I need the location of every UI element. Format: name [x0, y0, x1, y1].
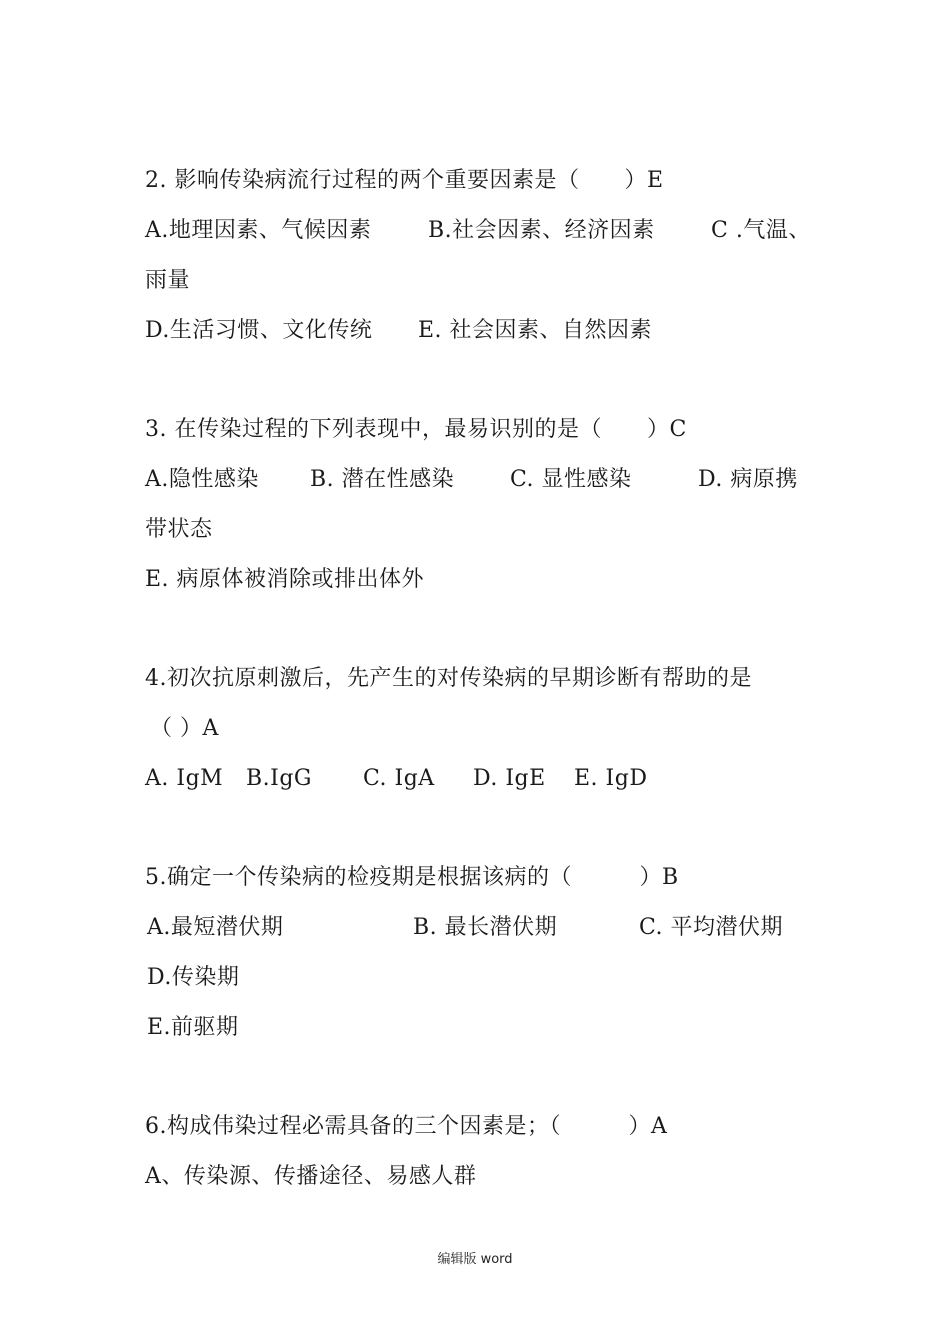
question-6-option-a: A、传染源、传播途径、易感人群	[145, 1164, 477, 1189]
question-4-stem-continued: （ ）A	[150, 716, 219, 741]
question-5-option-b: B. 最长潜伏期	[413, 915, 558, 940]
question-2-option-e: E. 社会因素、自然因素	[418, 318, 653, 343]
question-2-option-d: D.生活习惯、文化传统	[145, 318, 373, 343]
question-2-option-b: B.社会因素、经济因素	[428, 218, 655, 243]
question-5-stem: 5.确定一个传染病的检疫期是根据该病的（ ）B	[145, 865, 679, 890]
question-2-option-c-continued: 雨量	[145, 268, 191, 293]
question-4-option-b: B.IgG	[246, 766, 313, 791]
question-4-option-c: C. IgA	[363, 766, 435, 791]
question-3-option-a: A.隐性感染	[145, 467, 259, 492]
question-2-option-c: C .气温、	[711, 218, 811, 243]
question-3-option-d-continued: 带状态	[145, 517, 213, 542]
question-3-option-c: C. 显性感染	[510, 467, 632, 492]
question-5-option-e: E.前驱期	[147, 1015, 239, 1040]
page-footer: 编辑版 word	[437, 1252, 513, 1267]
question-3-option-b: B. 潜在性感染	[310, 467, 455, 492]
question-2-option-a: A.地理因素、气候因素	[145, 218, 372, 243]
question-5-option-a: A.最短潜伏期	[147, 915, 284, 940]
question-4-option-d: D. IgE	[473, 766, 546, 791]
question-6-stem: 6.构成伟染过程必需具备的三个因素是；（ ）A	[145, 1114, 668, 1139]
question-2-stem: 2. 影响传染病流行过程的两个重要因素是（ ）E	[145, 168, 664, 193]
question-3-option-d: D. 病原携	[698, 467, 798, 492]
question-5-option-c: C. 平均潜伏期	[639, 915, 784, 940]
question-3-option-e: E. 病原体被消除或排出体外	[145, 567, 425, 592]
question-4-option-a: A. IgM	[145, 766, 224, 791]
question-5-option-d: D.传染期	[147, 965, 240, 990]
question-4-option-e: E. IgD	[574, 766, 648, 791]
question-4-stem: 4.初次抗原刺激后，先产生的对传染病的早期诊断有帮助的是	[145, 666, 752, 691]
question-3-stem: 3. 在传染过程的下列表现中，最易识别的是（ ）C	[145, 417, 687, 442]
